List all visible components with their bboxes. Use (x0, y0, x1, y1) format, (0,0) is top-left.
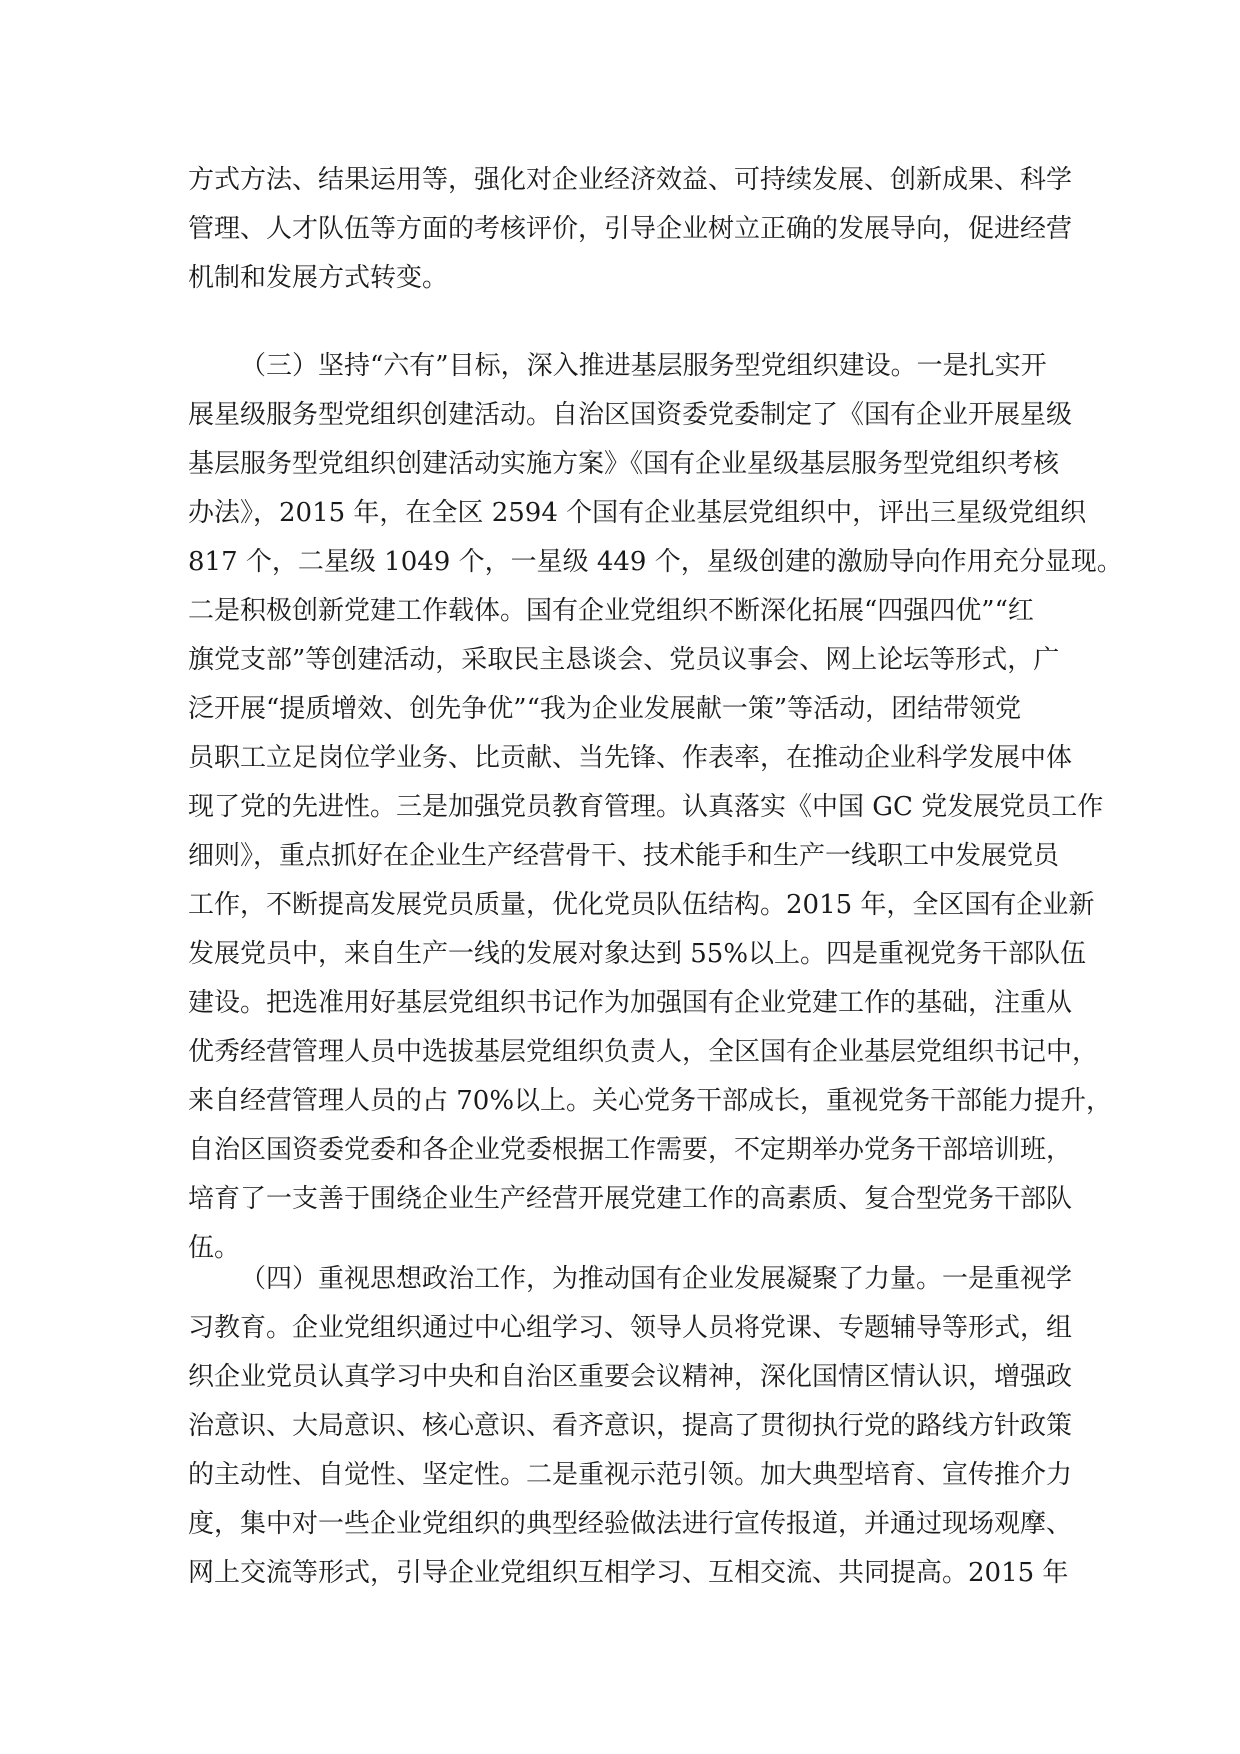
text-line: 度，集中对一些企业党组织的典型经验做法进行宣传报道，并通过现场观摩、 (188, 1509, 1073, 1539)
text-line: 细则》，重点抓好在企业生产经营骨干、技术能手和生产一线职工中发展党员 (188, 841, 1060, 871)
text-line: 伍。 (188, 1233, 241, 1263)
text-line: 习教育。企业党组织通过中心组学习、领导人员将党课、专题辅导等形式，组 (188, 1313, 1073, 1343)
text-line: 展星级服务型党组织创建活动。自治区国资委党委制定了《国有企业开展星级 (188, 400, 1073, 430)
text-line: 发展党员中，来自生产一线的发展对象达到 55%以上。四是重视党务干部队伍 (188, 939, 1087, 969)
paragraph-section-four (188, 1255, 1073, 1598)
text-line: 网上交流等形式，引导企业党组织互相学习、互相交流、共同提高。2015 年 (188, 1558, 1069, 1588)
text-line: 管理、人才队伍等方面的考核评价，引导企业树立正确的发展导向，促进经营 (188, 214, 1073, 244)
text-line: 机制和发展方式转变。 (188, 263, 449, 293)
text-line: 治意识、大局意识、核心意识、看齐意识，提高了贯彻执行党的路线方针政策 (188, 1411, 1073, 1441)
text-line: 优秀经营管理人员中选拔基层党组织负责人，全区国有企业基层党组织书记中， (188, 1037, 1099, 1067)
text-line: 自治区国资委党委和各企业党委根据工作需要，不定期举办党务干部培训班， (188, 1135, 1073, 1165)
text-line: 方式方法、结果运用等，强化对企业经济效益、可持续发展、创新成果、科学 (188, 165, 1073, 195)
text-line: 建设。把选准用好基层党组织书记作为加强国有企业党建工作的基础，注重从 (188, 988, 1073, 1018)
text-line: 的主动性、自觉性、坚定性。二是重视示范引领。加大典型培育、宣传推介力 (188, 1460, 1073, 1490)
text-line: 817 个，二星级 1049 个，一星级 449 个，星级创建的激励导向作用充分显现。 (188, 547, 1123, 577)
text-line: 现了党的先进性。三是加强党员教育管理。认真落实《中国 GC 党发展党员工作 (188, 792, 1104, 822)
text-line: 培育了一支善于围绕企业生产经营开展党建工作的高素质、复合型党务干部队 (188, 1184, 1073, 1214)
text-line: 办法》，2015 年，在全区 2594 个国有企业基层党组织中，评出三星级党组织 (188, 498, 1087, 528)
text-line: 来自经营管理人员的占 70%以上。关心党务干部成长，重视党务干部能力提升， (188, 1086, 1113, 1116)
paragraph-section-three (188, 342, 1123, 1273)
text-line: 基层服务型党组织创建活动实施方案》《国有企业星级基层服务型党组织考核 (188, 449, 1060, 479)
text-line: 旗党支部”等创建活动，采取民主恳谈会、党员议事会、网上论坛等形式，广 (188, 645, 1060, 675)
paragraph-first-line: （三）坚持“六有”目标，深入推进基层服务型党组织建设。一是扎实开 (240, 351, 1047, 381)
text-line: 织企业党员认真学习中央和自治区重要会议精神，深化国情区情认识，增强政 (188, 1362, 1073, 1392)
paragraph-evaluation-continuation (188, 156, 1073, 303)
text-line: 员职工立足岗位学业务、比贡献、当先锋、作表率，在推动企业科学发展中体 (188, 743, 1073, 773)
text-line: 二是积极创新党建工作载体。国有企业党组织不断深化拓展“四强四优”“红 (188, 596, 1034, 626)
text-line: 工作，不断提高发展党员质量，优化党员队伍结构。2015 年，全区国有企业新 (188, 890, 1095, 920)
paragraph-first-line: （四）重视思想政治工作，为推动国有企业发展凝聚了力量。一是重视学 (240, 1264, 1073, 1294)
text-line: 泛开展“提质增效、创先争优”“我为企业发展献一策”等活动，团结带领党 (188, 694, 1022, 724)
